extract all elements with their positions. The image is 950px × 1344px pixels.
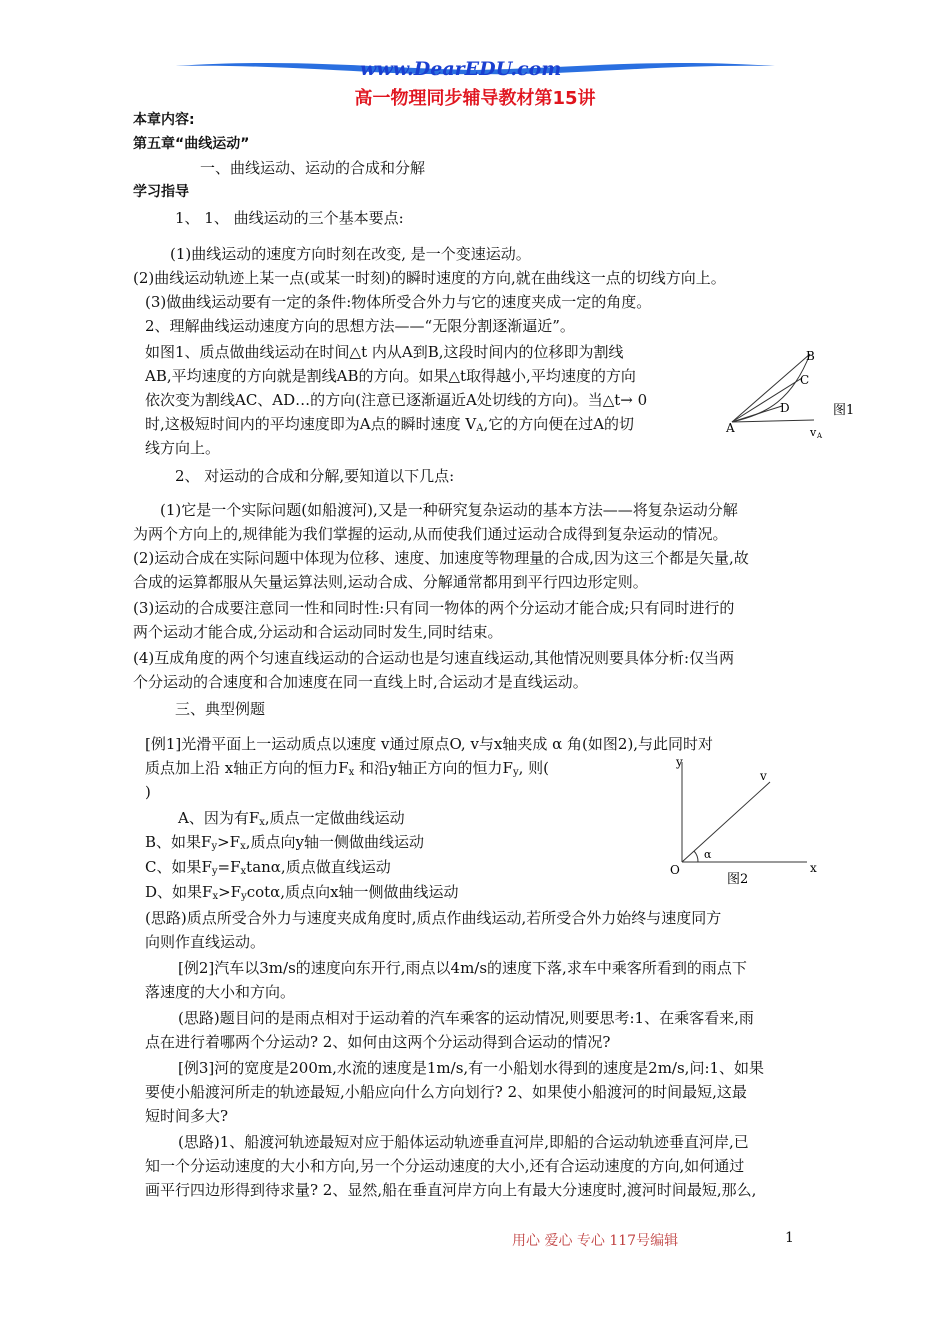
fig2-caption: 图2 <box>727 872 749 887</box>
point1-item3: (3)做曲线运动要有一定的条件:物体所受合外力与它的速度夹成一定的角度。 <box>145 293 652 311</box>
section-heading-1: 一、曲线运动、运动的合成和分解 <box>200 159 426 177</box>
figure-2 <box>662 752 832 887</box>
example1-option-a: A、因为有$F_x$,质点一定做曲线运动 <box>178 809 405 828</box>
example2-line1: [例2]汽车以3m/s的速度向东开行,雨点以4m/s的速度下落,求车中乘客所看到的雨点下 <box>178 959 747 977</box>
example1-line3: ) <box>145 783 151 801</box>
point3-item3b: 两个运动才能合成,分运动和合运动同时发生,同时结束。 <box>133 623 503 641</box>
fig1-label-a: A <box>726 421 735 435</box>
site-logo-text[interactable]: www.DearEDU.com <box>360 58 562 80</box>
page-number: 1 <box>785 1230 794 1246</box>
point3-heading: 2、 对运动的合成和分解,要知道以下几点: <box>175 467 455 485</box>
fig1-label-c: C <box>800 373 810 387</box>
example3-hint-line2: 知一个分运动速度的大小和方向,另一个分运动速度的大小,还有合运动速度的方向,如何通过 <box>145 1157 745 1175</box>
section-heading-3: 三、典型例题 <box>175 700 266 718</box>
point3-item4a: (4)互成角度的两个匀速直线运动的合运动也是匀速直线运动,其他情况则要具体分析:仅当两 <box>133 649 735 667</box>
point3-item1a: (1)它是一个实际问题(如船渡河),又是一种研究复杂运动的基本方法——将复杂运动分解 <box>160 501 738 519</box>
fig2-label-o: O <box>670 863 680 877</box>
fig1-tangent <box>732 420 814 422</box>
point2-line5: 线方向上。 <box>145 439 221 457</box>
point1-item2: (2)曲线运动轨迹上某一点(或某一时刻)的瞬时速度的方向,就在曲线这一点的切线方向上。 <box>133 269 726 287</box>
fig1-secant-ab <box>732 354 810 422</box>
point3-item2a: (2)运动合成在实际问题中体现为位移、速度、加速度等物理量的合成,因为这三个都是矢量,故 <box>133 549 749 567</box>
point2-line3: 依次变为割线AC、AD…的方向(注意已逐渐逼近A处切线的方向)。当△t→ 0 <box>145 391 648 409</box>
fig2-velocity-vector <box>682 782 770 862</box>
fig2-label-alpha: α <box>704 848 712 861</box>
point2-line1: 如图1、质点做曲线运动在时间△t 内从A到B,这段时间内的位移即为割线 <box>145 343 624 361</box>
point2-line2: AB,平均速度的方向就是割线AB的方向。如果△t取得越小,平均速度的方向 <box>145 367 636 385</box>
example3-hint-line1: (思路)1、船渡河轨迹最短对应于船体运动轨迹垂直河岸,即船的合运动轨迹垂直河岸,已 <box>178 1133 749 1151</box>
example2-hint-line1: (思路)题目问的是雨点相对于运动着的汽车乘客的运动情况,则要思考:1、在乘客看来,雨 <box>178 1009 754 1027</box>
example3-line3: 短时间多大? <box>145 1107 229 1125</box>
fig1-caption: 图1 <box>833 403 855 418</box>
chapter-label: 本章内容: <box>133 112 195 128</box>
fig1-secant-ad <box>732 406 782 422</box>
fig1-secant-ac <box>732 378 802 422</box>
figure-1 <box>722 340 872 445</box>
example1-option-d: D、如果$F_x>F_y\cot\alpha$,质点向x轴一侧做曲线运动 <box>145 883 459 902</box>
example1-option-c: C、如果$F_y=F_x\tan\alpha$,质点做直线运动 <box>145 858 391 877</box>
footer-text: 用心 爱心 专心 117号编辑 <box>512 1233 679 1249</box>
example3-line2: 要使小船渡河所走的轨迹最短,小船应向什么方向划行? 2、如果使小船渡河的时间最短,这最 <box>145 1083 747 1101</box>
example1-hint-line1: (思路)质点所受合外力与速度夹成角度时,质点作曲线运动,若所受合外力始终与速度同方 <box>145 909 722 927</box>
point2-line4: 时,这极短时间内的平均速度即为A点的瞬时速度 $V_A$,它的方向便在过A的切 <box>145 415 635 434</box>
point3-item1b: 为两个方向上的,规律能为我们掌握的运动,从而使我们通过运动合成得到复杂运动的情况。 <box>133 525 728 543</box>
point3-item3a: (3)运动的合成要注意同一性和同时性:只有同一物体的两个分运动才能合成;只有同时进行的 <box>133 599 735 617</box>
point3-item4b: 个分运动的合速度和合加速度在同一直线上时,合运动才是直线运动。 <box>133 673 588 691</box>
example1-line1: [例1]光滑平面上一运动质点以速度 v通过原点O, v与x轴夹成 α 角(如图2),与此同时对 <box>145 735 714 753</box>
example2-hint-line2: 点在进行着哪两个分运动? 2、如何由这两个分运动得到合运动的情况? <box>145 1033 611 1051</box>
example3-line1: [例3]河的宽度是200m,水流的速度是1m/s,有一小船划水得到的速度是2m/s,问:1、如果 <box>178 1059 765 1077</box>
point1-heading: 1、 1、 曲线运动的三个基本要点: <box>175 209 404 227</box>
fig2-label-y: y <box>676 755 683 769</box>
example2-line2: 落速度的大小和方向。 <box>145 983 296 1001</box>
fig2-angle-arc <box>694 851 698 862</box>
guide-label: 学习指导 <box>133 184 189 200</box>
point1-item1: (1)曲线运动的速度方向时刻在改变, 是一个变速运动。 <box>170 245 531 263</box>
fig2-label-x: x <box>810 861 817 875</box>
example1-hint-line2: 向则作直线运动。 <box>145 933 266 951</box>
fig1-label-b: B <box>806 349 815 363</box>
chapter-title: 第五章“曲线运动” <box>133 136 250 152</box>
fig2-label-v: v <box>760 769 767 783</box>
point2-heading: 2、理解曲线运动速度方向的思想方法——“无限分割逐渐逼近”。 <box>145 317 575 335</box>
fig1-label-v: v <box>810 426 817 439</box>
example1-option-b: B、如果$F_y>F_x$,质点向y轴一侧做曲线运动 <box>145 833 424 852</box>
fig1-label-v-sub: A <box>817 432 823 440</box>
point3-item2b: 合成的运算都服从矢量运算法则,运动合成、分解通常都用到平行四边形定则。 <box>133 573 648 591</box>
example3-hint-line3: 画平行四边形得到待求量? 2、显然,船在垂直河岸方向上有最大分速度时,渡河时间最短,那么, <box>145 1181 757 1199</box>
page-title: 高一物理同步辅导教材第15讲 <box>354 88 596 109</box>
example1-line2: 质点加上沿 x轴正方向的恒力$F_x$ 和沿y轴正方向的恒力$F_y$, 则( <box>145 759 549 778</box>
fig1-label-d: D <box>780 401 790 415</box>
